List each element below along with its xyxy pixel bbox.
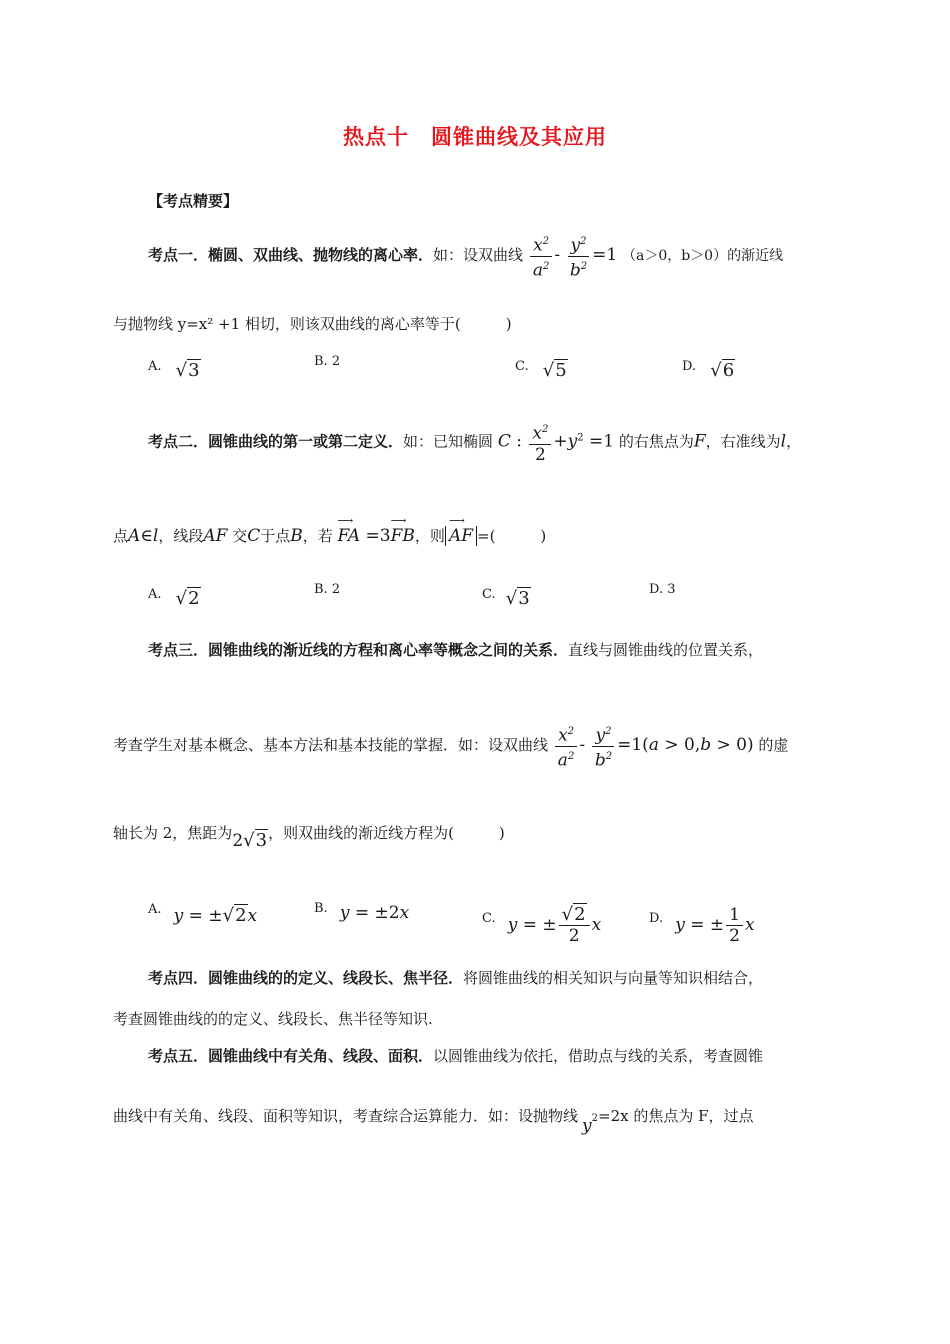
- k1-option-b: B. 2: [314, 354, 341, 369]
- k4-line1: 考点四．圆锥曲线的的定义、线段长、焦半径．将圆锥曲线的相关知识与向量等知识相结合，: [148, 969, 764, 987]
- k2-option-d: D. 3: [649, 582, 676, 597]
- k3-option-a: A. y = ±√2x: [148, 902, 258, 926]
- k1-label: 考点一．椭圆、双曲线、抛物线的离心率．: [148, 246, 434, 265]
- k3-line2: 考查学生对基本概念、基本方法和基本技能的掌握．如：设双曲线 $\frac{x^2}{a^2}$ - $\frac{y^2}{b^2}$ =1(a > 0,b > 0) 的虚: [113, 722, 788, 770]
- k1-frac-y: $\frac{y^2}{b^2}$: [567, 232, 590, 280]
- k2-frac: $\frac{x^2}{2}$: [529, 420, 551, 465]
- k4-label: 考点四．圆锥曲线的的定义、线段长、焦半径．: [148, 969, 464, 987]
- k3-option-d: D. y = ± $\frac{1}{2}$ x: [649, 905, 755, 946]
- k5-line1: 考点五．圆锥曲线中有关角、线段、面积．以圆锥曲线为依托，借助点与线的关系，考查圆锥: [148, 1047, 764, 1065]
- k3-option-b: B. y = ±2x: [314, 901, 410, 923]
- k2-option-a: A. √2: [148, 587, 200, 609]
- k1-frac-x: $\frac{x^2}{a^2}$: [530, 232, 553, 280]
- k1-option-c: C. √5: [515, 359, 567, 381]
- k3-line3: 轴长为 2，焦距为2√3，则双曲线的渐近线方程为( ): [113, 824, 505, 851]
- k2-option-c: C. √3: [482, 587, 530, 609]
- k3-label: 考点三．圆锥曲线的渐近线的方程和离心率等概念之间的关系．: [148, 641, 569, 659]
- k1-option-a: A. √3: [148, 359, 200, 381]
- k3-line1: 考点三．圆锥曲线的渐近线的方程和离心率等概念之间的关系．直线与圆锥曲线的位置关系，: [148, 641, 764, 659]
- k5-label: 考点五．圆锥曲线中有关角、线段、面积．: [148, 1047, 434, 1065]
- section-heading: 【考点精要】: [148, 192, 239, 210]
- k3-option-c: C. y = ± $\frac{√2}{2}$ x: [482, 904, 602, 946]
- k2-label: 考点二．圆锥曲线的第一或第二定义．: [148, 432, 404, 451]
- k2-line1: 考点二．圆锥曲线的第一或第二定义．如：已知椭圆 C : $\frac{x^2}{2}$ $+y^2 =1$ 的右焦点为F，右准线为l，: [148, 420, 801, 465]
- k5-line2: 曲线中有关角、线段、面积等知识，考查综合运算能力．如：设抛物线 $y^2=2x$ 的焦点为 F，过点: [113, 1107, 754, 1136]
- page-title: 热点十 圆锥曲线及其应用: [343, 125, 607, 149]
- k2-line2: 点A∈l，线段AF 交C于点B，若 ⟶ FA =3⟶ FB，则⟶ AF =( ): [113, 525, 546, 546]
- k2-option-b: B. 2: [314, 582, 341, 597]
- k1-line2: 与抛物线 y=x² +1 相切，则该双曲线的离心率等于( ): [113, 315, 512, 333]
- k1-option-d: D. √6: [682, 359, 735, 381]
- k2-intro: 如：已知椭圆: [403, 432, 494, 451]
- k1-line1: 考点一．椭圆、双曲线、抛物线的离心率．如：设双曲线 $\frac{x^2}{a^2}$ - $\frac{y^2}{b^2}$ =1 （a＞0，b＞0）的渐近线: [148, 232, 783, 280]
- k1-intro: 如：设双曲线: [433, 246, 524, 265]
- k4-line2: 考查圆锥曲线的的定义、线段长、焦半径等知识.: [113, 1010, 433, 1028]
- k1-cond: （a＞0，b＞0）的渐近线: [621, 248, 784, 265]
